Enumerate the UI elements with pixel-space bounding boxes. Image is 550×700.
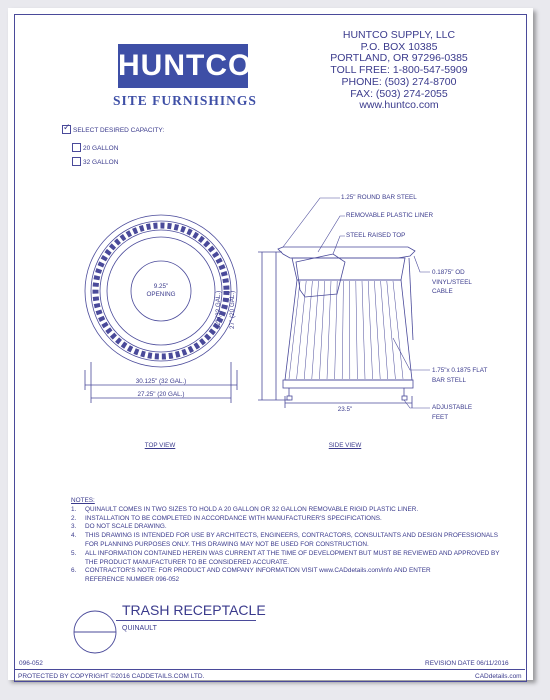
stave-line [297, 281, 307, 379]
note-number: 6. [71, 567, 77, 575]
stave-line [393, 281, 403, 379]
note-item [71, 532, 511, 541]
note-item [71, 515, 511, 524]
stave-line [387, 281, 396, 379]
stave-line [356, 281, 358, 379]
copyright-text: PROTECTED BY COPYRIGHT ©2016 CADDETAILS.COM LTD. [18, 673, 205, 680]
drawing-subtitle: QUINAULT [122, 625, 157, 632]
note-item [71, 550, 511, 559]
top-dimension-32: 30.125" (32 GAL.) [135, 378, 187, 385]
company-address: HUNTCO SUPPLY, LLC P.O. BOX 10385 PORTLAND, OR 97296-0385 TOLL FREE: 1-800-547-5909 PHONE: (503) 274-8700 FAX: (503) 274-2055 www.huntco.com [330, 29, 468, 112]
stave-line [342, 281, 343, 379]
option-32-gallon[interactable]: 32 GALLON [72, 157, 118, 166]
stave-line [362, 281, 365, 379]
note-text: THE PRODUCT MANUFACTURER TO BE CONSIDERED ACCURATE. [85, 558, 290, 566]
height-dimension-32: 32" (32 GAL.) [215, 290, 222, 329]
note-text: INSTALLATION TO BE COMPLETED IN ACCORDANCE WITH MANUFACTURER'S SPECIFICATIONS. [85, 514, 382, 522]
checkbox-checked[interactable]: ✓ [63, 122, 71, 132]
reference-number: 096-052 [19, 660, 43, 667]
callout-raised-top: STEEL RAISED TOP [346, 232, 406, 239]
note-item [71, 541, 511, 550]
callout-round-bar: 1.25" ROUND BAR STEEL [341, 194, 417, 201]
opening-label: 9.25" OPENING [146, 283, 176, 298]
option-20-gallon[interactable]: 20 GALLON [72, 143, 118, 152]
drawing-title: TRASH RECEPTACLE [122, 602, 266, 618]
top-view-label: TOP VIEW [144, 442, 176, 449]
note-item [71, 506, 511, 515]
note-number: 4. [71, 532, 77, 540]
stave-line [368, 281, 372, 379]
tagline: SITE FURNISHINGS [113, 93, 257, 108]
leader-lines [283, 198, 430, 408]
base-dimension: 23.5" [337, 406, 353, 413]
notes-heading: NOTES: [71, 497, 95, 504]
note-item [71, 576, 511, 585]
note-text: ALL INFORMATION CONTAINED HEREIN WAS CURRENT AT THE TIME OF DEVELOPMENT BUT MUST BE REVIEWED AND APPROVED BY [85, 549, 500, 557]
side-view-drawing [258, 247, 415, 408]
revision-date: REVISION DATE 06/11/2016 [425, 660, 509, 667]
note-text: CONTRACTOR'S NOTE: FOR PRODUCT AND COMPANY INFORMATION VISIT www.CADdetails.com/info AND ENTER [85, 567, 431, 575]
note-number: 2. [71, 514, 77, 522]
callout-cable: 0.1875" OD VINYL/STEEL CABLE [432, 269, 472, 295]
note-number: 3. [71, 523, 77, 531]
top-dimension-20: 27.25" (20 GAL.) [137, 391, 185, 398]
note-item [71, 559, 511, 568]
side-view-label: SIDE VIEW [328, 442, 362, 449]
huntco-logo: HUNTCO [118, 44, 248, 88]
callout-plastic-liner: REMOVABLE PLASTIC LINER [346, 212, 434, 219]
note-number: 5. [71, 549, 77, 557]
note-number [71, 576, 85, 585]
note-number [71, 541, 85, 550]
note-text: FOR PLANNING PURPOSES ONLY. THIS DRAWING MAY NOT BE USED FOR CONSTRUCTION. [85, 540, 369, 548]
callout-feet: ADJUSTABLE FEET [432, 404, 473, 421]
note-number: 1. [71, 505, 77, 513]
stave-line [374, 281, 380, 379]
note-number [71, 559, 85, 568]
stave-line [304, 281, 312, 379]
note-text: REFERENCE NUMBER 096-052 [85, 576, 180, 584]
capacity-heading[interactable]: ✓ SELECT DESIRED CAPACITY: [63, 122, 165, 134]
note-item [71, 523, 511, 532]
stave-line [327, 281, 331, 379]
caddetails-link[interactable]: CADdetails.com [475, 673, 522, 680]
note-text: DO NOT SCALE DRAWING. [85, 523, 167, 531]
note-item [71, 567, 511, 576]
height-dimension-20: 27" (20 GAL.) [229, 290, 236, 329]
title-underline [116, 620, 256, 621]
note-text: QUINAULT COMES IN TWO SIZES TO HOLD A 20 GALLON OR 32 GALLON REMOVABLE RIGID PLASTIC LINER. [85, 505, 419, 513]
callout-flat-bar: 1.75"x 0.1875 FLAT BAR STELL [432, 367, 488, 384]
note-text: THIS DRAWING IS INTENDED FOR USE BY ARCHITECTS, ENGINEERS, CONTRACTORS, CONSULTANTS AND DESIGN PROFESSIONALS [85, 532, 498, 540]
stave-line [381, 281, 388, 379]
stave-line [335, 281, 338, 379]
footer-divider [15, 669, 525, 670]
notes-block [71, 497, 511, 585]
